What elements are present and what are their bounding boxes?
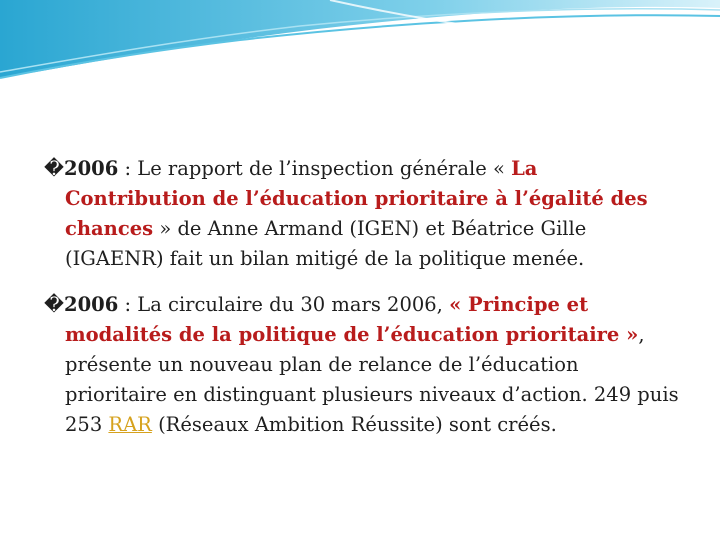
text-segment: (Réseaux Ambition Réussite) sont créés. — [151, 413, 557, 436]
year-label: 2006 — [64, 293, 119, 316]
text-segment: : Le rapport de l’inspection générale « — [118, 157, 512, 180]
text-segment: » de Anne Armand (IGEN) et Béatrice Gille (IGAENR) fait un bilan mitigé de la politique menée. — [65, 217, 587, 270]
text-segment: : La circulaire du 30 mars 2006, — [118, 293, 450, 316]
header-wave-decoration — [0, 0, 720, 90]
bullet-icon: � — [44, 157, 64, 180]
text-segment: , présente un nouveau plan de relance de l’éducation prioritaire en distinguant plusieurs niveaux d’action. 249 puis 253 — [65, 323, 679, 436]
rar-link[interactable]: RAR — [108, 413, 152, 436]
bullet-icon: � — [44, 293, 64, 316]
bullet-item-2006-rapport — [44, 154, 684, 274]
report-title: La Contribution de l’éducation prioritaire à l’égalité des chances — [65, 157, 648, 240]
slide-body — [44, 154, 684, 456]
circulaire-title: « Principe et modalités de la politique de l’éducation prioritaire » — [65, 293, 639, 346]
year-label: 2006 — [64, 157, 119, 180]
bullet-item-2006-circulaire — [44, 290, 684, 440]
